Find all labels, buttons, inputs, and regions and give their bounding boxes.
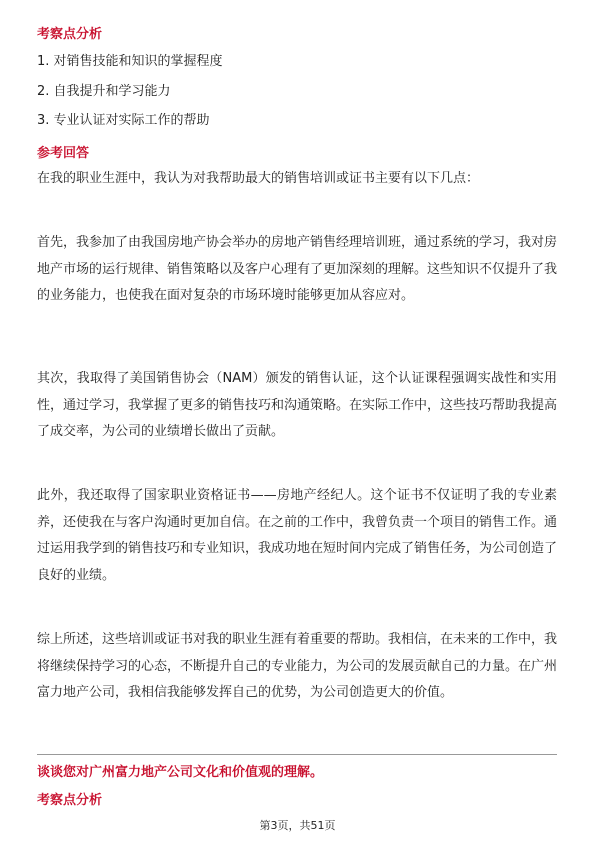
section-divider [37, 754, 557, 755]
analysis-item-3: 3. 专业认证对实际工作的帮助 [37, 113, 210, 128]
answer-heading: 参考回答 [37, 146, 90, 161]
analysis-heading-2: 考察点分析 [37, 793, 103, 808]
analysis-item-1: 1. 对销售技能和知识的掌握程度 [37, 54, 223, 69]
analysis-item-2: 2. 自我提升和学习能力 [37, 84, 171, 99]
answer-intro-paragraph: 在我的职业生涯中，我认为对我帮助最大的销售培训或证书主要有以下几点： [37, 171, 480, 186]
next-question-heading: 谈谈您对广州富力地产公司文化和价值观的理解。 [37, 765, 324, 780]
analysis-heading: 考察点分析 [37, 27, 103, 42]
page-number-footer: 第3页，共51页 [259, 819, 336, 832]
answer-paragraph-second: 其次，我取得了美国销售协会（NAM）颁发的销售认证，这个认证课程强调实战性和实用性，通过学习，我掌握了更多的销售技巧和沟通策略。在实际工作中，这些技巧帮助我提高了成交率，为公司的业绩增长做出了贡献。 [37, 371, 558, 439]
answer-paragraph-first: 首先，我参加了由我国房地产协会举办的房地产销售经理培训班，通过系统的学习，我对房地产市场的运行规律、销售策略以及客户心理有了更加深刻的理解。这些知识不仅提升了我的业务能力，也使我在面对复杂的市场环境时能够更加从容应对。 [37, 235, 558, 303]
answer-paragraph-third: 此外，我还取得了国家职业资格证书——房地产经纪人。这个证书不仅证明了我的专业素养，还使我在与客户沟通时更加自信。在之前的工作中，我曾负责一个项目的销售工作。通过运用我学到的销售技巧和专业知识，我成功地在短时间内完成了销售任务，为公司创造了良好的业绩。 [37, 488, 558, 583]
answer-paragraph-summary: 综上所述，这些培训或证书对我的职业生涯有着重要的帮助。我相信，在未来的工作中，我将继续保持学习的心态，不断提升自己的专业能力，为公司的发展贡献自己的力量。在广州富力地产公司，我相信我能够发挥自己的优势，为公司创造更大的价值。 [37, 632, 558, 700]
